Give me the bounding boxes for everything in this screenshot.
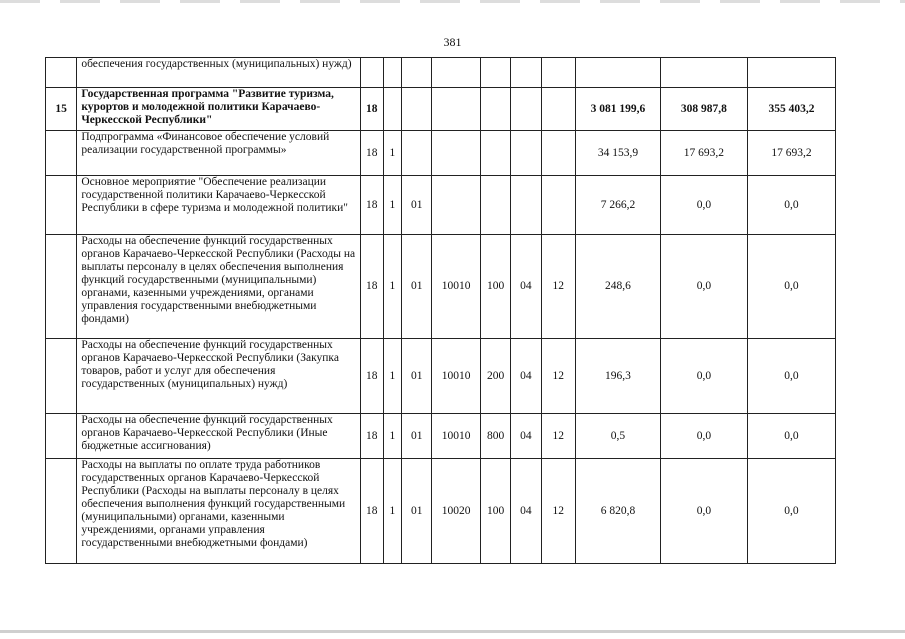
value-year-3: 355 403,2 <box>747 88 835 131</box>
code-expense-type <box>480 88 510 131</box>
code-section <box>511 58 541 88</box>
scan-top-edge <box>0 0 905 3</box>
value-year-1: 34 153,9 <box>575 131 660 176</box>
code-expense-type: 100 <box>480 235 510 339</box>
value-year-3: 0,0 <box>747 176 835 235</box>
row-description: обеспечения государственных (муниципальных) нужд) <box>77 58 360 88</box>
value-year-1: 6 820,8 <box>575 459 660 564</box>
code-event <box>402 88 432 131</box>
value-year-2: 0,0 <box>660 339 747 414</box>
value-year-3: 17 693,2 <box>747 131 835 176</box>
row-number <box>46 176 77 235</box>
code-event: 01 <box>402 459 432 564</box>
row-description: Основное мероприятие "Обеспечение реализации государственной политики Карачаево-Черкесской Республики в сфере туризма и молодежной политики" <box>77 176 360 235</box>
value-year-1: 248,6 <box>575 235 660 339</box>
table-body <box>46 58 836 564</box>
value-year-1: 0,5 <box>575 414 660 459</box>
value-year-3: 0,0 <box>747 414 835 459</box>
value-year-2: 0,0 <box>660 414 747 459</box>
code-subprogram: 1 <box>383 176 401 235</box>
value-year-1: 196,3 <box>575 339 660 414</box>
code-event: 01 <box>402 176 432 235</box>
code-target: 10010 <box>432 414 481 459</box>
code-ministry: 18 <box>360 339 383 414</box>
row-description: Расходы на обеспечение функций государственных органов Карачаево-Черкесской Республики (Закупка товаров, работ и услуг для обеспечения государственных (муниципальных) нужд) <box>77 339 360 414</box>
code-event: 01 <box>402 339 432 414</box>
value-year-1: 7 266,2 <box>575 176 660 235</box>
code-ministry <box>360 58 383 88</box>
row-description: Расходы на обеспечение функций государственных органов Карачаево-Черкесской Республики (Иные бюджетные ассигнования) <box>77 414 360 459</box>
value-year-1: 3 081 199,6 <box>575 88 660 131</box>
code-ministry: 18 <box>360 235 383 339</box>
code-target <box>432 131 481 176</box>
code-target <box>432 176 481 235</box>
code-section: 04 <box>511 414 541 459</box>
code-section: 04 <box>511 235 541 339</box>
table-row <box>46 176 836 235</box>
code-expense-type <box>480 176 510 235</box>
code-subsection: 12 <box>541 339 575 414</box>
row-number <box>46 459 77 564</box>
code-expense-type: 100 <box>480 459 510 564</box>
row-number: 15 <box>46 88 77 131</box>
code-expense-type: 800 <box>480 414 510 459</box>
code-expense-type: 200 <box>480 339 510 414</box>
value-year-3: 0,0 <box>747 459 835 564</box>
code-subprogram: 1 <box>383 131 401 176</box>
code-subsection: 12 <box>541 414 575 459</box>
row-number <box>46 339 77 414</box>
row-number <box>46 58 77 88</box>
value-year-2: 308 987,8 <box>660 88 747 131</box>
code-target: 10010 <box>432 235 481 339</box>
value-year-3: 0,0 <box>747 339 835 414</box>
row-number <box>46 414 77 459</box>
code-subprogram: 1 <box>383 235 401 339</box>
value-year-2: 0,0 <box>660 235 747 339</box>
code-subprogram: 1 <box>383 339 401 414</box>
code-section <box>511 176 541 235</box>
code-subsection <box>541 88 575 131</box>
row-number <box>46 131 77 176</box>
code-event: 01 <box>402 235 432 339</box>
code-subsection <box>541 131 575 176</box>
code-subprogram <box>383 58 401 88</box>
code-section: 04 <box>511 459 541 564</box>
code-expense-type <box>480 131 510 176</box>
code-target: 10010 <box>432 339 481 414</box>
code-subsection: 12 <box>541 459 575 564</box>
value-year-2: 0,0 <box>660 176 747 235</box>
budget-table <box>45 57 836 564</box>
value-year-2 <box>660 58 747 88</box>
code-subprogram: 1 <box>383 459 401 564</box>
table-row <box>46 235 836 339</box>
code-ministry: 18 <box>360 131 383 176</box>
table-row <box>46 339 836 414</box>
value-year-3 <box>747 58 835 88</box>
row-description: Государственная программа "Развитие туризма, курортов и молодежной политики Карачаево-Черкесской Республики" <box>77 88 360 131</box>
code-section: 04 <box>511 339 541 414</box>
code-section <box>511 88 541 131</box>
code-event <box>402 58 432 88</box>
code-subsection: 12 <box>541 235 575 339</box>
value-year-2: 17 693,2 <box>660 131 747 176</box>
row-description: Расходы на выплаты по оплате труда работников государственных органов Карачаево-Черкесской Республики (Расходы на выплаты персоналу в целях обеспечения выполнения функций государственными (муниципальными) органами, казенными учреждениями, органами управления государственными внебюджетными фондами) <box>77 459 360 564</box>
code-subprogram: 1 <box>383 414 401 459</box>
code-section <box>511 131 541 176</box>
scan-bottom-edge <box>0 630 905 633</box>
row-description: Расходы на обеспечение функций государственных органов Карачаево-Черкесской Республики (Расходы на выплаты персоналу в целях обеспечения выполнения функций государственными (муниципальными) органами, казенными учреждениями, органами управления государственными внебюджетными фондами) <box>77 235 360 339</box>
table-row <box>46 58 836 88</box>
code-ministry: 18 <box>360 176 383 235</box>
code-ministry: 18 <box>360 414 383 459</box>
row-number <box>46 235 77 339</box>
code-event: 01 <box>402 414 432 459</box>
code-event <box>402 131 432 176</box>
code-target: 10020 <box>432 459 481 564</box>
code-target <box>432 58 481 88</box>
table-row <box>46 88 836 131</box>
code-expense-type <box>480 58 510 88</box>
table-row <box>46 414 836 459</box>
value-year-2: 0,0 <box>660 459 747 564</box>
code-ministry: 18 <box>360 88 383 131</box>
code-subsection <box>541 176 575 235</box>
table-row <box>46 131 836 176</box>
table-row <box>46 459 836 564</box>
row-description: Подпрограмма «Финансовое обеспечение условий реализации государственной программы» <box>77 131 360 176</box>
code-target <box>432 88 481 131</box>
code-ministry: 18 <box>360 459 383 564</box>
value-year-3: 0,0 <box>747 235 835 339</box>
code-subsection <box>541 58 575 88</box>
page-number: 381 <box>443 35 462 49</box>
value-year-1 <box>575 58 660 88</box>
code-subprogram <box>383 88 401 131</box>
